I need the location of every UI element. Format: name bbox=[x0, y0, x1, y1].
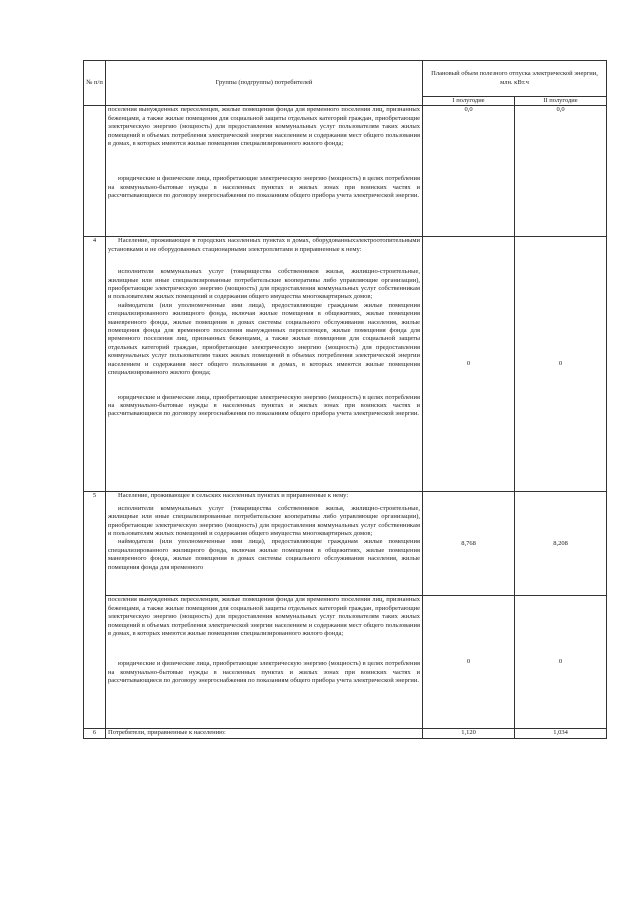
row4-v2: 0 bbox=[515, 237, 607, 492]
row5-par1: исполнители коммунальных услуг (товарищества собственников жилья, жилищно-строительные, жилищные или иные специализированные потребительские кооперативы либо управляющие организации), приобретающие электрическую энергию (мощность) для предоставления коммунальных услуг собственникам и пользователям жилых помещений и содержания общего имущества многоквартирных домов; bbox=[108, 504, 420, 538]
row4-v1: 0 bbox=[423, 237, 515, 492]
table-row-3-cont bbox=[84, 106, 607, 237]
header-half2: II полугодие bbox=[515, 97, 607, 106]
table-row-5b bbox=[84, 596, 607, 729]
row3-v2: 0,0 bbox=[515, 106, 607, 237]
row5-par0: Население, проживающее в сельских населенных пунктах и приравненные к нему: bbox=[118, 492, 349, 500]
row3-v1: 0,0 bbox=[423, 106, 515, 237]
row6-num: 6 bbox=[84, 729, 106, 738]
table-row-6 bbox=[84, 729, 607, 738]
header-row bbox=[84, 61, 607, 97]
consumption-table bbox=[83, 60, 607, 739]
row3-par1: поселения вынужденных переселенцев, жилые помещения фонда для временного поселения лиц, признанных беженцами, а также жилые помещения для социальной защиты отдельных категорий граждан, приобретающие электрическую энергию (мощность) для предоставления коммунальных услуг пользователям таких жилых помещений в объемах потребления электрической энергии населением и содержания мест общего пользования в домах, в которых имеются жилые помещения специализированного жилого фонда; bbox=[108, 106, 420, 148]
row5-par3: юридические и физические лица, приобретающие электрическую энергию (мощность) в целях потребления на коммунально-бытовые нужды в населенных пунктах и жилых зонах при воинских частях и рассчитывающиеся по договору энергоснабжения по показаниям общего прибора учета электрической энергии. bbox=[108, 660, 420, 685]
table-row-5a bbox=[84, 492, 607, 596]
row5b-text-cell bbox=[106, 596, 423, 729]
row5-v1a: 8,768 bbox=[423, 492, 515, 596]
header-num: № п/п bbox=[84, 61, 106, 106]
row4-text-cell bbox=[106, 237, 423, 492]
row5a-text-cell bbox=[106, 492, 423, 596]
row5-v2b: 0 bbox=[515, 596, 607, 729]
row5-v2a: 8,208 bbox=[515, 492, 607, 596]
row6-text: Потребители, приравненные к населению: bbox=[106, 729, 423, 738]
row5-par2a: наймодатели (или уполномоченные ими лица), предоставляющие гражданам жилые помещения специализированного жилищного фонда, включая жилые помещения в общежитиях, жилые помещения маневренного фонда, жилые помещения в домах системы социального обслуживания населения, жилые помещения фонда для временного bbox=[108, 538, 420, 571]
row6-v2: 1,034 bbox=[515, 729, 607, 738]
header-half1: I полугодие bbox=[423, 97, 515, 106]
header-volume: Плановый объем полезного отпуска электрической энергии, млн. кВт.ч bbox=[423, 61, 607, 97]
header-group: Группы (подгруппы) потребителей bbox=[106, 61, 423, 106]
row5-num: 5 bbox=[84, 492, 106, 729]
row4-num: 4 bbox=[84, 237, 106, 492]
table-row-4 bbox=[84, 237, 607, 492]
row4-par0: Население, проживающее в городских населенных пунктах в домах, оборудованныхэлектроотопительными установками и не оборудованных стационарными электроплитами и приравненные к нему: bbox=[108, 237, 420, 253]
row4-par2: наймодатели (или уполномоченные ими лица), предоставляющие гражданам жилые помещения специализированного жилищного фонда, включая жилые помещения в общежитиях, жилые помещения маневренного фонда, жилые помещения в домах системы социального обслуживания населения, жилые помещения фонда для временного поселения вынужденных переселенцев, жилые помещения фонда для временного поселения лиц, признанных беженцами, а также жилые помещения для социальной защиты отдельных категорий граждан, приобретающие электрическую энергию (мощность) для предоставления коммунальных услуг пользователям таких жилых помещений в объемах потребления электрической энергии населением и содержания мест общего пользования в домах, в которых имеются жилые помещения специализированного жилого фонда; bbox=[108, 301, 420, 377]
row4-par1: исполнители коммунальных услуг (товарищества собственников жилья, жилищно-строительные, жилищные или иные специализированные потребительские кооперативы либо управляющие организации), приобретающие электрическую энергию (мощность) для предоставления коммунальных услуг собственникам и пользователям жилых помещений и содержания общего имущества многоквартирных домов; bbox=[108, 268, 420, 301]
row5-v1b: 0 bbox=[423, 596, 515, 729]
row3-text-cell bbox=[106, 106, 423, 237]
row3-num-cell bbox=[84, 106, 106, 237]
row6-v1: 1,120 bbox=[423, 729, 515, 738]
row4-par3: юридические и физические лица, приобретающие электрическую энергию (мощность) в целях потребления на коммунально-бытовые нужды в населенных пунктах и жилых зонах при воинских частях и рассчитывающиеся по договору энергоснабжения по показаниям общего прибора учета электрической энергии. bbox=[108, 393, 420, 418]
row5-par2b: поселения вынужденных переселенцев, жилые помещения фонда для временного поселения лиц, признанных беженцами, а также жилые помещения для социальной защиты отдельных категорий граждан, приобретающие электрическую энергию (мощность) для предоставления коммунальных услуг пользователям таких жилых помещений в объемах потребления электрической энергии населением и содержания мест общего пользования в домах, в которых имеются жилые помещения специализированного жилого фонда; bbox=[108, 596, 420, 638]
row3-par2: юридические и физические лица, приобретающие электрическую энергию (мощность) в целях потребления на коммунально-бытовые нужды в населенных пунктах и жилых зонах при воинских частях и рассчитывающиеся по договору энергоснабжения по показаниям общего прибора учета электрической энергии. bbox=[108, 175, 420, 200]
